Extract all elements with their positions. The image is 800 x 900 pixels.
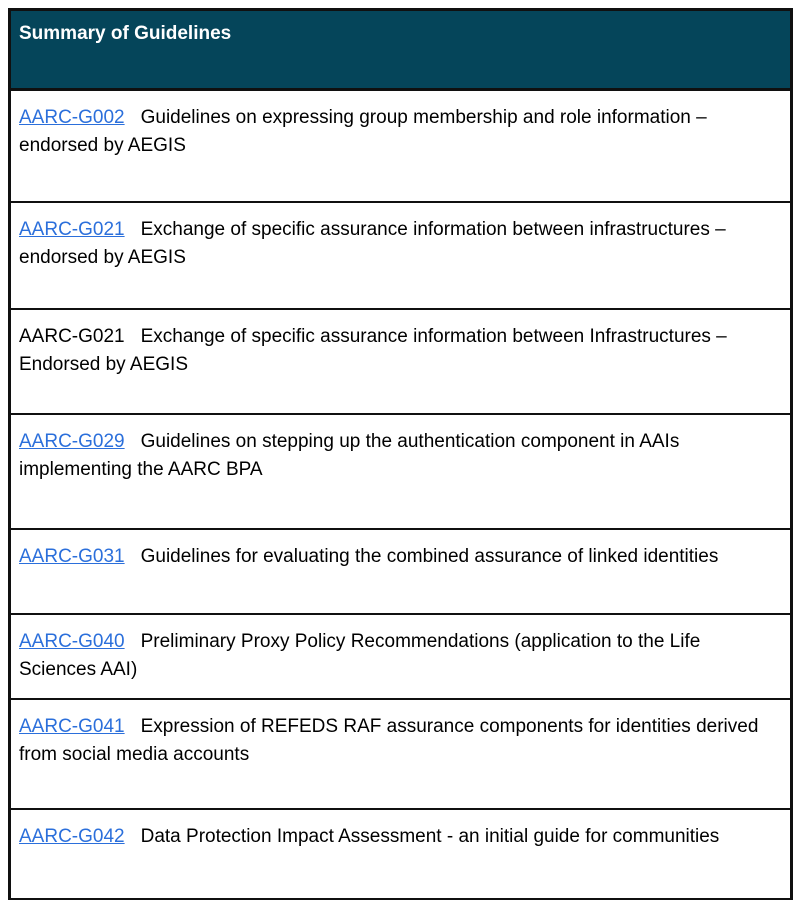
guideline-code-link[interactable]: AARC-G042 <box>19 826 125 847</box>
guideline-row <box>11 415 790 530</box>
guideline-description: Data Protection Impact Assessment - an initial guide for communities <box>140 826 720 847</box>
guideline-row <box>11 310 790 415</box>
guideline-code-link[interactable]: AARC-G041 <box>19 716 125 737</box>
guideline-row <box>11 203 790 310</box>
guideline-code-link[interactable]: AARC-G002 <box>19 107 125 128</box>
guideline-row <box>11 91 790 203</box>
guideline-code-link[interactable]: AARC-G031 <box>19 546 125 567</box>
guideline-description: Preliminary Proxy Policy Recommendations (application to the Life Sciences AAI) <box>19 631 701 680</box>
table-rows <box>11 91 790 898</box>
guideline-description: Guidelines for evaluating the combined assurance of linked identities <box>140 546 719 567</box>
guideline-code: AARC-G021 <box>19 326 125 347</box>
guideline-description: Guidelines on stepping up the authentication component in AAIs implementing the AARC BPA <box>19 431 680 480</box>
guideline-row <box>11 700 790 810</box>
guideline-description: Exchange of specific assurance information between infrastructures – endorsed by AEGIS <box>19 219 726 268</box>
guideline-description: Expression of REFEDS RAF assurance components for identities derived from social media accounts <box>19 716 759 765</box>
guideline-description: Exchange of specific assurance information between Infrastructures – Endorsed by AEGIS <box>19 326 727 375</box>
table-title: Summary of Guidelines <box>19 23 232 44</box>
guideline-row <box>11 810 790 898</box>
table-header <box>11 11 790 91</box>
guideline-code-link[interactable]: AARC-G040 <box>19 631 125 652</box>
guideline-row <box>11 615 790 700</box>
guidelines-table <box>8 8 793 900</box>
guideline-description: Guidelines on expressing group membership and role information – endorsed by AEGIS <box>19 107 707 156</box>
guideline-code-link[interactable]: AARC-G029 <box>19 431 125 452</box>
guideline-code-link[interactable]: AARC-G021 <box>19 219 125 240</box>
guideline-row <box>11 530 790 615</box>
